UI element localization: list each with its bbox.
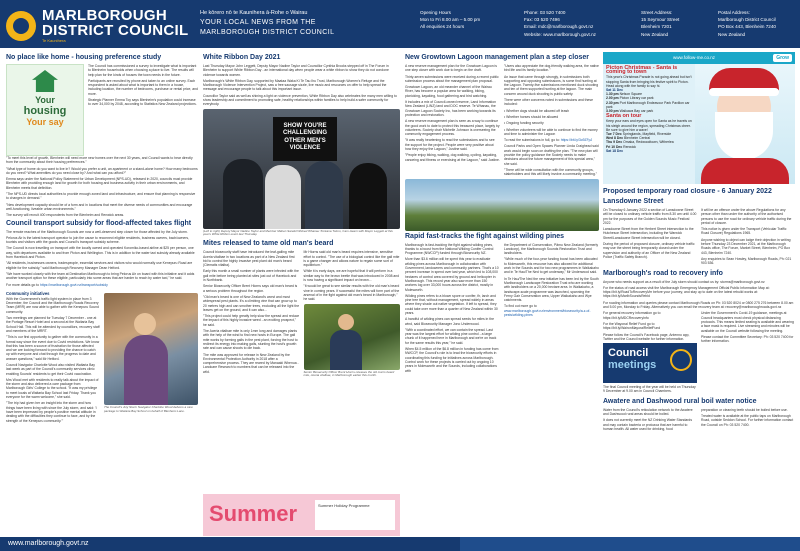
photo-caption: (Left to right) Deputy Mayor Nadine Taylor and Member Mahen Sandel Wicked Whanau Tonkana Tutoro, Cam Hearn with Mayor Leggett at this year's White Ribbon event last Thursday.	[203, 228, 393, 237]
community-text	[6, 289, 100, 425]
tour-date: Thu 9 Dec	[606, 140, 623, 145]
sign-text: SHOW YOU'RE	[283, 122, 327, 129]
schedule-place: Waikawa Bay car park	[619, 109, 654, 114]
person-figure	[265, 165, 301, 229]
schedule-row	[606, 101, 692, 109]
growtown-body	[405, 64, 599, 179]
contact-text: Street Address:	[641, 10, 673, 15]
photo-caption: The Council's July Storm Navigator Charlotte Wood delivers a care package to Waitaria Bay School on behalf of Blenheim Lane.	[104, 404, 193, 413]
logo-sub: Te Kaunihera	[42, 38, 66, 43]
contact-text: Postal Address:	[718, 10, 750, 15]
housing-intro	[6, 64, 198, 156]
paragraph: In Te Hau/The Ned the new initiative has been led by the South Marlborough Landscape Restoration Trust who are working with landholders on a 20,000 hectare area. In Waikakaho, a landscape-scale programme was launched, spanning the Ferny Gair Conservation area, Upper Waikakaho and Wye catchments.	[504, 276, 599, 303]
santa-tour-heading: Santa on tour	[606, 113, 642, 120]
paragraph: Pelorus Air is the latest transport operator to join the cause to reconnect eligible residents, business owners, bach/owners, tourists and visitors with the goods and Council's transport subsidy scheme.	[6, 235, 190, 245]
ad-title2: housing	[23, 105, 67, 117]
masthead	[0, 0, 800, 48]
paragraph: "To meet this level of growth, Blenheim will need more new homes over the next 30 years, and Council wants to hear directly from the community about their housing preferences."	[6, 156, 193, 165]
footer-url[interactable]: www.marlborough.govt.nz	[8, 540, 89, 547]
paragraph: Mr Hiorns said old man's beard requires intensive, sensitive effort to control. "The use of a biological control like the gall mite is a game changer and allows nature to regain some sort of equilibrium."	[303, 250, 400, 268]
logo-line2: DISTRICT COUNCIL	[42, 22, 189, 39]
contact-text: Marlborough District Council	[718, 17, 776, 23]
wilding-link[interactable]: www.marlborough.govt.nz/environment/biosecurity/a-z-of-pests/wilding-pines	[504, 308, 591, 317]
white-ribbon-photo	[203, 109, 400, 229]
contact-text: 15 Seymour Street	[641, 17, 680, 23]
house-icon	[32, 70, 58, 92]
paragraph: A new reserve management plan for the Growtown Lagoon is one step closer with work due to begin on the draft.	[405, 64, 497, 73]
paragraph: "Users also appreciate the dog-friendly walking area, the native bird life and its family location."	[504, 64, 599, 73]
paragraph: While it is early days, we are hopeful that it will perform in a similar way to the brown beetle that was introduced in 2008 and is now having a significant impact on brown...	[303, 269, 400, 283]
bullet-item: • Whether volunteers will be able to continue to find the money and time to administer the Lagoon	[504, 127, 598, 136]
submissions-link[interactable]: https://bit.ly/3o9ZFpJ	[560, 138, 593, 143]
bullet-item: • Whether dogs should be allowed off leash	[504, 108, 570, 113]
ribbon-sign	[273, 117, 337, 161]
schedule-place: Port Marlborough Endeavour Park Pavilion car park	[606, 100, 690, 109]
sign-text: OTHER MEN'S	[284, 137, 326, 144]
wilding-heading: Rapid fast-tracks the fight against wilding pines	[405, 232, 565, 240]
boil-col-b	[701, 408, 795, 433]
mites-body	[203, 250, 400, 381]
community-heading: Community initiatives	[6, 290, 50, 296]
growtown-heading: New Growtown Lagoon management plan a step closer	[405, 54, 589, 61]
santa-hat-trim-icon	[709, 88, 779, 96]
paragraph: The remote reaches of the Marlborough Sounds are now a well-deserved step closer for those affected by the July storm.	[6, 229, 188, 234]
paragraph: Any enquiries to Sean Howley, Marlborough Roads, Ph: 021 903 536.	[701, 256, 792, 266]
schedule-time: 3.00 pm	[606, 109, 619, 114]
contact-text[interactable]: Email: mdc@marlborough.govt.nz	[524, 24, 594, 30]
recovery-links	[603, 311, 697, 395]
paragraph: "This project could help greatly help slow the spread and reduce the impact of this highly invasive weed - an exciting prospect," he said.	[203, 314, 300, 327]
paragraph[interactable]: For general recovery information go to https://bit.ly/MDCRecoveryInfo	[603, 311, 661, 320]
contact-street	[641, 9, 679, 38]
white-ribbon-heading: White Ribbon Day 2021	[203, 54, 281, 61]
person-figure	[330, 330, 362, 370]
paragraph: An issue that came through strongly, in submissions both supporting and opposing submissions, is some find hunting at the Lagoon. Twenty-five submissions mentioned duck shooting and ten of them supported hunting at the lagoon. The main concern around duck shooting is public safety.	[504, 74, 599, 96]
christmas-text	[603, 64, 695, 184]
transport-link[interactable]: https://marlborough.govt.nz/transport/subsidy	[39, 282, 108, 287]
paragraph: Wilding pines refers to a blown spore or conifer, fir, larch and pine tree that, without management, spread widely in areas where they shade out native vegetation. If left to spread, they could take over more than a quarter of New Zealand within 30 years.	[405, 293, 498, 315]
paragraph: "It would be great to see similar results with the old man's beard vine in coming years. If successful the mites will form part of the arsenal of in the fight against old man's beard in Marlborough," he said.	[303, 284, 400, 302]
paragraph: "What type of home do you want to live in? Would you prefer a unit, an apartment or a stand-alone home? How many bedrooms do you need? What amenities do you need close by? And what can you afford?"	[6, 166, 198, 175]
contact-hours	[420, 9, 480, 31]
paragraph: To find out more go to	[504, 304, 537, 309]
meetings-text	[701, 311, 795, 395]
boil-water-body	[603, 408, 795, 433]
schedule-time: 1.30 pm	[606, 92, 619, 97]
paragraph: "All residents, businesses owners, tradespeople, essential services and visitors who would normally use Kenepuru Road are eligible for the subsidy," said Marlborough Recovery Manager Dean Heiford.	[6, 261, 193, 270]
council-logo[interactable]	[6, 8, 188, 43]
paragraph: The Council is now travelling on transport with the locally owned and operated Koromiko-based airline at $25 per person, one way, with departures available to and from Picton and Wellington. This is in addition to the water taxi subsidy already available from Havelock and Picton.	[6, 246, 195, 260]
contact-phone	[524, 9, 596, 38]
road-closure-heading: Proposed temporary road closure - 6 January 2022	[603, 188, 772, 195]
santa-illustration	[695, 64, 795, 184]
person-figure	[134, 313, 156, 335]
tour-date: Tue 7 Dec	[606, 132, 622, 137]
column-4	[603, 188, 795, 536]
recovery-heading: Marlborough's road to recovery info	[603, 269, 723, 277]
paragraph: This year's Christmas Parade is not going ahead but isn't stopping Santa from bringing his festive spirit to Picton. Head along with the family to say hi.	[606, 75, 692, 88]
paragraph: For more details go to	[6, 282, 39, 287]
council-logo-icon	[670, 349, 692, 371]
wilding-col-b	[504, 243, 599, 375]
paragraph: Early this month a small number of plants were infected with the gall mite before being planted at sites just out of Havelock and in Northbank.	[203, 269, 299, 283]
picton-heading: Picton Christmas - Santa is coming to town	[606, 65, 678, 76]
paragraph: the Department of Conservation, Pāmu New Zealand (formerly Landcorp), the Marlborough Sounds Restoration Trust and landholders.	[504, 242, 599, 256]
tagline-line1: YOUR LOCAL NEWS FROM THE	[200, 19, 316, 26]
wilding-body	[405, 243, 599, 375]
paragraph: Mrs Wood met with residents to really talk about the impact of the storm and also delivered a care package from Marlborough Girls' College to the school. "It was my privilege to meet locals at Waitaria Bay School last Friday. Thank you everyone for the warm welcome," she said.	[6, 377, 99, 400]
santa-body-icon	[701, 158, 789, 184]
council-meetings-banner	[603, 343, 697, 383]
contact-text[interactable]: Phone: 03 520 7400	[524, 10, 566, 15]
paragraph: The Council has commissioned a survey to investigate what is important to Blenheim households when choosing a place to live. The results will help plan for the kinds of houses the town needs in the future.	[88, 64, 197, 77]
ad-title3: Your say	[26, 117, 64, 127]
paragraph: The final Council meeting of the year will be held on Thursday 9 December at 9.00 am in Council Chambers.	[603, 385, 696, 394]
contact-text: Fax: 03 520 7496	[524, 17, 560, 23]
bullet-item: • Whether horses should be allowed	[504, 114, 559, 119]
follow-url: www.follow-me.co.nz	[673, 55, 716, 60]
bullet-text: Whether volunteers will be able to continue to find the money and time to administer the Lagoon	[504, 127, 598, 136]
road-closure-body	[603, 208, 795, 268]
paragraph: "This is our first opportunity to gather with the community in a formal way since the event due to Covid restrictions. We know that this has been a source of frustration for those affected and we are looking forward to providing the chance to catch up with everyone and chat through the progress to date and answer questions," said Mr Heiford.	[6, 335, 100, 361]
paragraph: "It was really heartening to read the submissions and to see the support for the project. People were very positive about how they enjoy the Lagoon," Justine said.	[405, 138, 495, 152]
sign-text: CHALLENGING	[283, 130, 327, 137]
contact-text: PO Box 443, Blenheim 7240	[718, 24, 776, 30]
paragraph: Council biosecurity staff have introduced the leaf-galling mite Aceria vitalbae in two locations as part of a New Zealand first bid to control the highly invasive pest plant old man's beard (Clematis vitalba).	[203, 250, 295, 268]
follow-bar[interactable]	[603, 52, 795, 64]
council-meetings-row	[603, 311, 795, 395]
paragraph: Please contact the Committee Secretary: Ph: 03 520 7400 for further information.	[701, 334, 794, 344]
housing-intro-text	[88, 64, 198, 156]
paragraph: It does not currently meet the NZ Drinking Water Standards and may contain bacteria or protozoa that are harmful to human health. All water used for drinking, food	[603, 418, 693, 431]
schedule-place: Nelson Square	[619, 92, 643, 97]
contact-text: New Zealand	[718, 31, 746, 37]
tour-area: Omaka, Redwoodtown, Witherlea	[623, 140, 674, 145]
mites-col-b	[304, 250, 401, 381]
paragraph: The mite was approved for release in New Zealand by the Environmental Protection Authority in 2018 after a comprehensive process. They are reared by Manaaki Whenua - Landcare Research to numbers that can be released into the wild.	[203, 352, 299, 374]
paragraph: Please follow the Council's Facebook page, Antenno app, Twitter and the Council website for further information.	[603, 332, 690, 341]
column-3	[405, 52, 599, 536]
growtown-col-a	[405, 64, 500, 179]
meetings-title1: Council	[608, 347, 649, 360]
christmas-panel	[603, 52, 795, 184]
boil-col-a	[603, 408, 697, 433]
footer-accent	[460, 537, 800, 551]
paragraph[interactable]: For the Wayonal Relief Fund go to https://bit.ly/WaironMayoralReliefFund	[603, 321, 661, 331]
paragraph: Two meetings are planned for Tuesday 7 December - one at the Portage Resort Hotel and a second at the Waitaria Bay School Hall. This will be attended by councillors, recovery staff and members of the MRRT.	[6, 316, 100, 333]
event-date: Sat 11 Dec	[606, 88, 623, 93]
lagoon-photo	[405, 179, 599, 231]
event-date: Sat 18 Dec	[606, 148, 624, 153]
closure-col-b	[701, 208, 795, 268]
growtown-col-b	[504, 64, 599, 179]
paragraph: Growtown Lagoon, an old meander channel of the Wairau River, has become a popular area for walking, biking, picnicking, kayaking, food gathering and bird watching.	[405, 85, 492, 98]
paragraph: For the status of road access visit the Marlborough Emergency Management Official Public Information Map at: https://bit.ly/RoadToRecoveryMrr before your journey, and stay up to date on the latest rebuild works at: https://bit.ly/MarlbSoundsRebld	[603, 285, 770, 299]
road-closure-subheading: Lansdowne Street	[603, 198, 664, 205]
paragraph: When $4.5 million of the $6.8 million in funding has come from NWCCP, the Council's role is to lead the biosecurity efforts in coordinating this funding for initiatives across Marlborough. Control work for these projects is carried out by ongoing 10 years in Molesworth and the Sounds, including collaborations with	[405, 347, 499, 373]
paragraph: "With a coordinated effort, we can contain the spread. Last year was the largest effort for wilding pine control - a large chunk of it happened here in Marlborough and we're on track for the same results this year," he said.	[405, 327, 497, 345]
person-figure	[223, 159, 263, 229]
paragraph: Marlborough's White Ribbon Day, supported by Maataa Waka Ki Te Tau Ihu Trust, Marlborough Women's Refuge and the Marlborough Violence Intervention Project, saw a free sausage sizzle, live music and resources on offer to help spread the message and encourage people to talk about this important issue.	[203, 78, 387, 92]
bullet-text: Whether dogs should be allowed off leash	[506, 108, 570, 113]
maori-tagline: He kōrero nō te Kaunihera ā-Rohe o Wairau	[200, 10, 308, 16]
tour-date: Fri 10 Dec	[606, 144, 623, 149]
community-photo	[104, 293, 198, 405]
meetings-title2: meetings	[608, 359, 657, 372]
paragraph: There were other concerns noted in submissions and these included:	[504, 98, 593, 107]
tour-area: Springlands, Mayfield, Riverside	[622, 132, 672, 137]
paragraph: "People enjoy biking, walking, dog walking, cycling, kayaking, canoeing and fitness or exercising at the Lagoon," said Justine.	[405, 153, 500, 162]
paragraph: It will be an offence under the above Regulations for any person other than under the authority of the authorised persons to use the road for ordinary vehicle traffic during the period of closure.	[701, 208, 792, 225]
paragraph: Under the Government's Covid-19 guidance, meetings at Council headquarters must check physical distancing protocols. This means limited seating is available and wearing a face mask is required. Live streaming and minutes will be available on the Council website following the meeting.	[701, 311, 794, 333]
paragraph: Emma says under the National Policy Statement for Urban Development (NPS-UD), released in 2020, councils must provide Blenheim with providing enough land for growth for both housing and business activity in their urban environments, and Blenheim meets that definition.	[6, 177, 193, 190]
contact-text: All enquiries 24 hours	[420, 24, 465, 30]
paragraph: Marlborough is fast-tracking the fight against wilding pines, thanks to a boost from the National Wilding Conifer Control Programme (NWCCP) funded through Biosecurity NZ.	[405, 242, 494, 256]
community-section	[6, 289, 198, 425]
bullet-text: Ongoing funding security	[506, 121, 544, 126]
contact-text: Blenheim 7201	[641, 24, 672, 30]
housing-heading: No place like home - housing preference study	[6, 54, 162, 61]
paragraph: "While much of the four-year funding boost has been allocated to Molesworth, this resource has also allowed for additional work in the Sounds and for two new programmes in Waikakaho and in Te Hau/The Ned to get underway," Mr Underwood said.	[504, 257, 599, 275]
schedule-time: 2.30 pm	[606, 100, 619, 105]
summer-title: Summer	[209, 501, 298, 526]
paragraph: During the period of proposed closure, ordinary vehicle traffic may use the street being temporarily closed under the supervision and authority of an Officer of the New Zealand Police (Traffic Safety Branch).	[603, 242, 695, 259]
council-logo-icon	[6, 11, 36, 41]
photo-caption: Senior Biosecurity Officer Brent Hiorns releases the old man's beard mite, Aceria vitalbae, in Marlborough earlier this month.	[303, 369, 395, 378]
paragraph: A handful of wilding pines can spread seeds for miles in the wind, said Biosecurity Manager Jono Underwood.	[405, 317, 494, 326]
brand-badge: Grow	[773, 54, 792, 62]
paragraph: Participants are recruited by phone and taken to an online survey. Each respondent is asked about what is important to them in a house, including location, the number of bedrooms, purchase or rental price, and more.	[88, 78, 198, 96]
contact-text[interactable]: Website: www.marlborough.govt.nz	[524, 31, 596, 37]
masthead-tagline	[200, 9, 334, 37]
paragraph: Council Parks and Open Spaces Planner Linda Craighead said work would begin soon on drafting the plan. "The new plan will provide the policy guidance the Society needs to make decisions about the future management of this special area," she said.	[504, 144, 599, 166]
paragraph: To read the submissions in full, go to:	[504, 138, 560, 143]
paragraph: Anyone who needs support as a result of the July storm should contact us by: storms@marlborough.govt.nz	[603, 279, 765, 284]
person-figure	[305, 161, 343, 229]
paragraph: Lansdowne Street from the Herbert Street intersection to the Hutcheson Street intersection, including the Warwick Street/Lansdowne Street intersection will be closed.	[603, 227, 694, 240]
paragraph: Senior Biosecurity Officer Brent Hiorns says old man's beard is a serious problem throughout the region.	[203, 284, 298, 293]
paragraph: "The trip had given her an insight into the storm and how things have been living with since the July storm, and said: 'I have been impressed by people's positive mental attitude in dealing with the difficulties they continue to face, and by the strength of the Kenepuru community.'"	[6, 401, 97, 423]
paragraph: Council Navigator Charlotte Wood also visited Waitaria Bay last week as part of the Council's community services clinic enabling Sounds' residents to get their Covid vaccination.	[6, 362, 95, 376]
christmas-body	[603, 64, 795, 184]
paragraph: Treated water is available at the public taps on Marlborough Road, outside Seddon School. For further information contact the Council on Ph: 03 520 7400.	[701, 414, 794, 427]
summer-holiday-ad[interactable]	[203, 494, 400, 536]
paragraph: "There will be wide consultation with the community groups, stakeholders and this will likely involve a community meeting."	[504, 167, 597, 177]
mites-heading: Mites released to tame old man's beard	[203, 240, 334, 248]
contact-postal	[718, 9, 776, 38]
mites-col-a	[203, 250, 300, 381]
paragraph: This notice is given under the Transport (Vehicular Traffic Road Closure) Regulations 1965.	[701, 227, 787, 236]
transport-heading: Council transport subsidy for flood-affected takes flight	[6, 219, 192, 227]
paragraph: Keep your ears and eyes open for Santa as he travels on his sleigh around the region, spreading Christmas cheer. Be sure to give him a wave!	[606, 119, 692, 132]
summer-detail: Summer Holiday Programme	[315, 500, 395, 530]
paragraph: "New development capacity should be of a form and in locations that meet the diverse needs of communities and encourage well-functioning, liveable urban environments."	[6, 202, 193, 211]
tour-area: Blenheim Central	[624, 136, 651, 141]
person-figure	[338, 314, 354, 330]
contact-text: Opening Hours	[420, 10, 451, 15]
wilding-col-a	[405, 243, 500, 375]
santa-beard-icon	[715, 112, 773, 160]
paragraph: Councillor Taylor said as well as shining a light on violence prevention, White Ribbon Day also celebrates the many men willing to show leadership and commitment to promoting safe, healthy relationships within families to help build a safer community for everybody.	[203, 93, 397, 107]
tagline-line2: MARLBOROUGH DISTRICT COUNCIL	[200, 29, 335, 36]
paragraph: For roading information and queries please contact Marlborough Roads on Ph: 03 520 8024 or 0800 275 276 between 8.00 am and 5.00 pm, Monday to Friday. Alternatively you can email the recovery team at: recovery@marlboroughroads.govt.nz	[603, 300, 794, 310]
boil-water-heading: Awatere and Dashwood rural boil water notice	[603, 397, 757, 405]
paragraph: On Thursday 6 January 2022 a section of Lansdowne Street will be closed to ordinary vehicle traffic from 8.30 am until 4.00 pm for the purposes of the Golden Sounds Music Festival 2022.	[603, 208, 697, 225]
paragraph: Last Thursday Mayor John Leggett, Deputy Mayor Nadine Taylor and Councillor Cynthia Brooks stepped off in The Forum in Blenheim to support White Ribbon Day - an international day when people wear a white ribbon to show they do not condone violence towards women.	[203, 64, 389, 77]
paragraph: Anyone wishing to object can lodge their objection in writing before Thursday 23 December 2021, at the Marlborough Roads office, The Forum, Market Street, Blenheim, PO Box 443, Blenheim 7240.	[701, 237, 791, 255]
paragraph: "The NPS-UD directs local authorities to provide enough zoned land and infrastructure, and ensure that planning is responsive to changes in demand."	[6, 192, 196, 201]
paragraph: The survey will recruit 400 respondents from the Blenheim and Renwick areas.	[6, 213, 125, 218]
closure-col-a	[603, 208, 697, 268]
paragraph: A new reserve management plan is seen as a way to continue the good work to date to protect this treasured place, largely by volunteers. Society chair Michelle Johnson is overseeing the community engagement process.	[405, 119, 500, 137]
contact-text: New Zealand	[641, 31, 669, 37]
tour-area: Renwick	[623, 144, 636, 149]
logo-line1: MARLBOROUGH	[42, 7, 167, 24]
contact-text: Mon to Fri 8.00 am – 5.00 pm	[420, 17, 481, 23]
schedule-time: 2.00 pm	[606, 96, 619, 101]
community-photo-block	[104, 289, 198, 425]
column-1	[6, 52, 198, 536]
paragraph: "We have worked closely with the team at Destination Marlborough to bring Pelorus Air on board with this initiative and it adds another transport option for these eligible, particularly into some areas that are harder to reach by water taxi," he said.	[6, 271, 195, 281]
sign-text: VIOLENCE	[289, 145, 321, 152]
paragraph: With the Government's traffic light system in place from 3 December, the Council and the Marlborough Roads Recovery Team (MRR) are now able to gather with the Kenepuru Sound community.	[6, 296, 99, 314]
paragraph: Water from the Council's reticulation network to the Awatere and Dashwood rural areas should be boiled.	[603, 407, 693, 417]
paragraph: preparation or cleaning teeth should be boiled before use.	[701, 407, 788, 412]
paragraph: The Aceria vitalbae mite is only 1mm long and damages plants with the help of the wind to find new hosts in Europe. The gall mite works by forming galls in the pest plant, forcing the host to redirect its energy into making galls, stunting the host's growth rate and can cause shoots to die back.	[203, 329, 298, 351]
mite-release-photo	[304, 304, 401, 370]
paragraph: It includes a mix of Council-owned reserve, Land Information New Zealand (LINZ) land and DOC reserve. Te Whanau, the Growtown Lagoon Society Inc, has been working towards its protection and restoration.	[405, 100, 497, 117]
paragraph: "Old man's beard is one of New Zealand's worst and most widespread pest plants. It's a climbing vine that can grow up to 20 metres high and can smother trees, excluding all the light the leaves get on the ground, and it can also...	[203, 294, 300, 312]
tour-date: Wed 8 Dec	[606, 136, 624, 141]
person-figure	[124, 335, 168, 405]
ad-title1: Your	[35, 95, 55, 105]
paragraph: Strategic Planner Emma Toy says Blenheim's population could increase to over 34,000 by 2048, according to Statistics New Zealand projections.	[88, 98, 197, 107]
column-2	[203, 52, 400, 536]
person-figure	[349, 163, 387, 229]
footer-bar	[0, 537, 800, 551]
bullet-item: • Ongoing funding security	[504, 121, 544, 126]
paragraph: Thirty-seven submissions were received during a recent public submission process about the management plan proposal.	[405, 74, 499, 83]
housing-ad	[6, 64, 84, 156]
bullet-text: Whether horses should be allowed	[506, 114, 559, 119]
schedule-place: Picton Library car park	[619, 96, 654, 101]
paragraph: More than $3.6 million will be spent this year to eradicate wilding pines across Marlborough in collaboration with Government, landowners and community partners. That's a 10 percent increase in spend over last year, which led to 108,000 hectares of control area covered by ground and helicopter in Marlborough. This record year also saw more than 150 workers log over 33,000 hours across the district, mostly in Molesworth.	[405, 257, 499, 292]
